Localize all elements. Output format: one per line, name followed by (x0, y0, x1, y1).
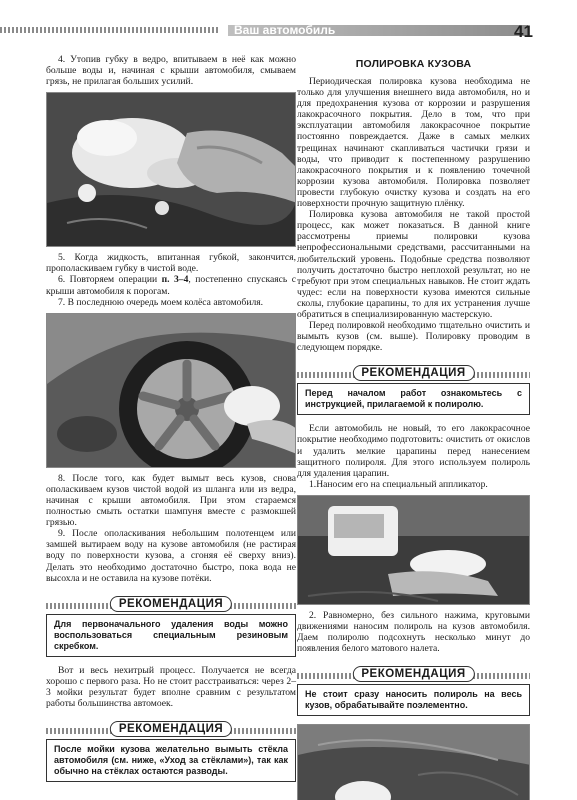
step-6-text (46, 274, 296, 296)
section-title: ПОЛИРОВКА КУЗОВА (355, 58, 472, 70)
polish-step-1-text: 1.Наносим его на специальный аппликатор. (309, 478, 488, 490)
recommendation-text: Для первоначального удаления воды можно воспользоваться специальным резиновым скребком. (46, 614, 296, 657)
step-9-text: 9. После ополаскивания небольшим полотенцем или замшей вытираем воду на кузове автомобиля (не растирая воду по поверхности кузова, а сгоняя её сверху вниз). Делать это необходимо достаточно быстро, пока вода не высохла и не оставила на кузове потёки. (46, 528, 296, 584)
recommendation-block-3 (297, 367, 530, 415)
scratch-removal-text: Если автомобиль не новый, то его лакокрасочное покрытие необходимо подготовить: очистить от окислов и удалить мелкие царапины перед нанесением защитного полироля. Для этого используем полироль для удаления царапин. (297, 423, 530, 479)
step-7-text: 7. В последнюю очередь моем колёса автомобиля. (58, 296, 264, 308)
recommendation-label: РЕКОМЕНДАЦИЯ (110, 721, 232, 737)
recommendation-label: РЕКОМЕНДАЦИЯ (352, 365, 474, 381)
step-8-text: 8. После того, как будет вымыт весь кузов, снова ополаскиваем кузов чистой водой из шланга или из ведра, начиная с крыши автомобиля. При этом стараемся полностью смыть остатки шампуня вместе с размокшей грязью. (46, 472, 296, 529)
recommendation-label: РЕКОМЕНДАЦИЯ (352, 666, 474, 682)
polish-methods-text: Полировка кузова автомобиля не такой простой процесс, как может показаться. В данной книге рассмотрены приемы полировки кузова непрофессиональными средствами, рассчитанными на любительский уровень. Подобные средства позволяют получить достаточно быстро неплохой результат, но не требуют при этом специальных навыков. Не стоит ждать чудес: если на поверхности кузова имеются сильные сколы, глубокие царапины, то для их устранения лучше обратиться в специализированную мастерскую. (297, 209, 530, 320)
recommendation-text: После мойки кузова желательно вымыть стёкла автомобиля (см. ниже, «Уход за стёклами»), так как обычно на стёклах остаются разводы. (46, 739, 296, 782)
step-6-part2: , постепенно спускаясь с крыши автомобиля к порогам. (46, 274, 296, 297)
recommendation-text: Перед началом работ ознакомьтесь с инструкцией, прилагаемой к полиролю. (297, 383, 530, 415)
hands-sponge-foam-photo (47, 93, 296, 247)
step-5-text: 5. Когда жидкость, впитанная губкой, закончится, прополаскиваем губку в чистой воде. (46, 252, 296, 275)
recommendation-block-4 (297, 668, 530, 716)
polish-intro-text: Периодическая полировка кузова необходима не только для улучшения внешнего вида автомобиля, но и для предохранения кузова от коррозии и разрушения лакокрасочного покрытия. Дело в том, что при эксплуатации автомобиля лакокрасочное покрытие постоянно повреждается. Даже в самых мелких трещинах начинают скапливаться частички грязи и воды, что приводит к постепенному разрушению лакокрасочного покрытия и к появлению точечной коррозии кузова автомобиля. Полировка позволяет провести глубокую очистку кузова и создать на его поверхности прочную защитную плёнку. (297, 76, 530, 210)
left-column (46, 54, 296, 790)
photo-applicator-on-body (297, 724, 530, 800)
photo-wheel-washing (46, 313, 296, 468)
polish-step-2-text: 2. Равномерно, без сильного нажима, круговыми движениями наносим полироль на кузов автомобиля. Даем полиролю подсохнуть несколько минут до появления белого матового налета. (297, 609, 530, 655)
step-6-part1: 6. Повторяем операции (58, 274, 162, 286)
step-6-bold: п. 3–4 (161, 274, 189, 286)
polish-prep-text: Перед полировкой необходимо тщательно очистить и вымыть кузов (см. выше). Полировку проводим в следующем порядке. (297, 320, 530, 354)
page-number: 41 (514, 22, 533, 41)
header-title: Ваш автомобиль (234, 23, 336, 37)
photo-polish-bottle (297, 495, 530, 605)
right-column (297, 58, 530, 800)
step-4-text: 4. Утопив губку в ведро, впитываем в неё как можно больше воды и, начиная с крыши автомобиля, смываем грязь, не прилагая больших усилий. (46, 54, 296, 88)
header-stripe (0, 27, 220, 33)
wheel-washing-photo (47, 314, 296, 468)
applicator-on-body-photo (298, 725, 530, 800)
page-header (0, 0, 577, 44)
summary-text: Вот и весь нехитрый процесс. Получается не всегда хорошо с первого раза. Но не стоит расстраиваться: через 2–3 мойки результат будет вполне сравним с результатом работы большинства автомоек. (46, 664, 296, 709)
recommendation-block-2 (46, 723, 296, 782)
recommendation-label: РЕКОМЕНДАЦИЯ (110, 596, 232, 612)
recommendation-block-1 (46, 598, 296, 657)
polish-bottle-applicator-photo (298, 496, 530, 605)
photo-sponge-foam (46, 92, 296, 247)
recommendation-text: Не стоит сразу наносить полироль на весь кузов, обрабатывайте поэлементно. (297, 684, 530, 716)
